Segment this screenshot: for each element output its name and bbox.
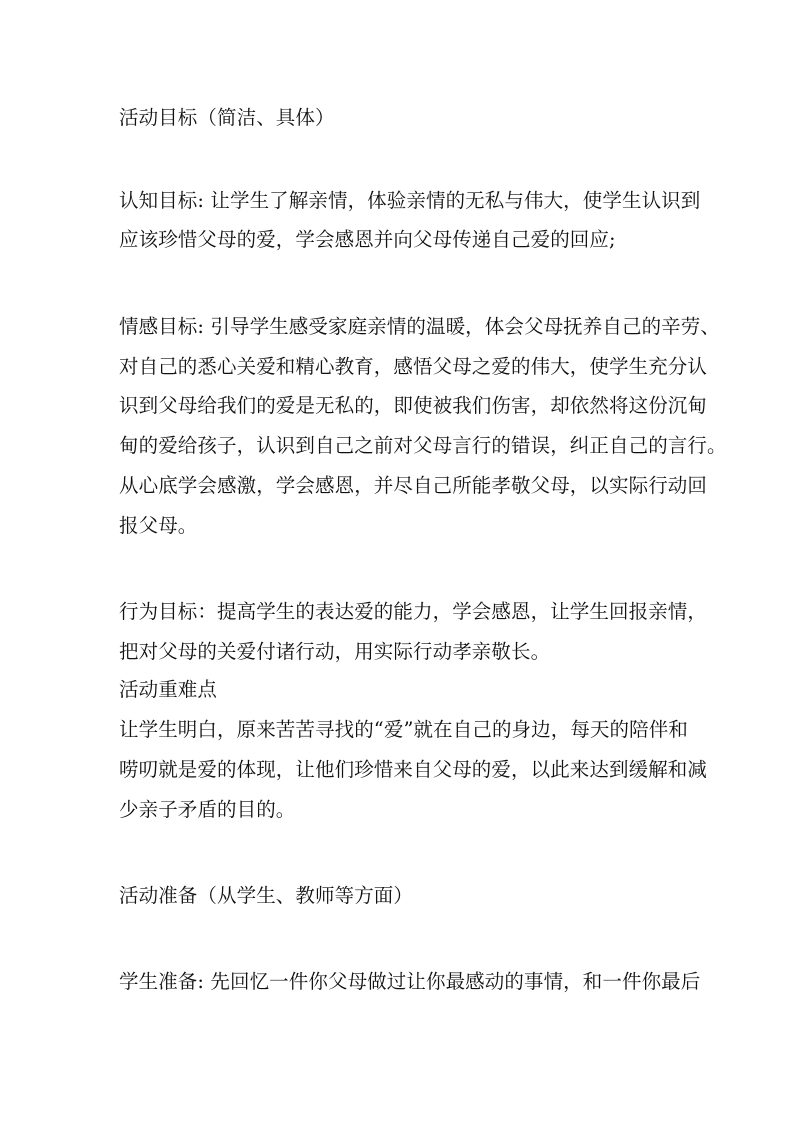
section-heading-key-points: 活动重难点 bbox=[119, 678, 218, 701]
key-points-line-2: 唠叨就是爱的体现，让他们珍惜来自父母的爱，以此来达到缓解和减 bbox=[119, 758, 708, 781]
emotional-goal-line-4: 甸的爱给孩子，认识到自己之前对父母言行的错误，纠正自己的言行。 bbox=[119, 434, 727, 457]
emotional-goal-line-5: 从心底学会感激，学会感恩，并尽自己所能孝敬父母，以实际行动回 bbox=[119, 474, 708, 497]
key-points-line-1: 让学生明白，原来苦苦寻找的“爱”就在自己的身边，每天的陪伴和 bbox=[119, 718, 688, 741]
emotional-goal-line-1: 情感目标: 引导学生感受家庭亲情的温暖，体会父母抚养自己的辛劳、 bbox=[119, 315, 720, 338]
emotional-goal-line-3: 识到父母给我们的爱是无私的，即使被我们伤害，却依然将这份沉甸 bbox=[119, 394, 708, 417]
section-heading-preparation: 活动准备（从学生、教师等方面） bbox=[119, 884, 414, 907]
student-preparation-line-1: 学生准备: 先回忆一件你父母做过让你最感动的事情，和一件你最后 bbox=[119, 970, 701, 993]
emotional-goal-line-2: 对自己的悉心关爱和精心教育，感悟父母之爱的伟大，使学生充分认 bbox=[119, 355, 708, 378]
behavior-goal-line-1: 行为目标：提高学生的表达爱的能力，学会感恩，让学生回报亲情， bbox=[119, 600, 708, 623]
cognitive-goal-line-1: 认知目标: 让学生了解亲情，体验亲情的无私与伟大，使学生认识到 bbox=[119, 189, 701, 212]
cognitive-goal-line-2: 应该珍惜父母的爱，学会感恩并向父母传递自己爱的回应; bbox=[119, 228, 616, 251]
section-heading-activity-goals: 活动目标（简洁、具体） bbox=[119, 106, 335, 129]
key-points-line-3: 少亲子矛盾的目的。 bbox=[119, 798, 296, 821]
behavior-goal-line-2: 把对父母的关爱付诸行动，用实际行动孝亲敬长。 bbox=[119, 640, 551, 663]
emotional-goal-line-6: 报父母。 bbox=[119, 514, 198, 537]
